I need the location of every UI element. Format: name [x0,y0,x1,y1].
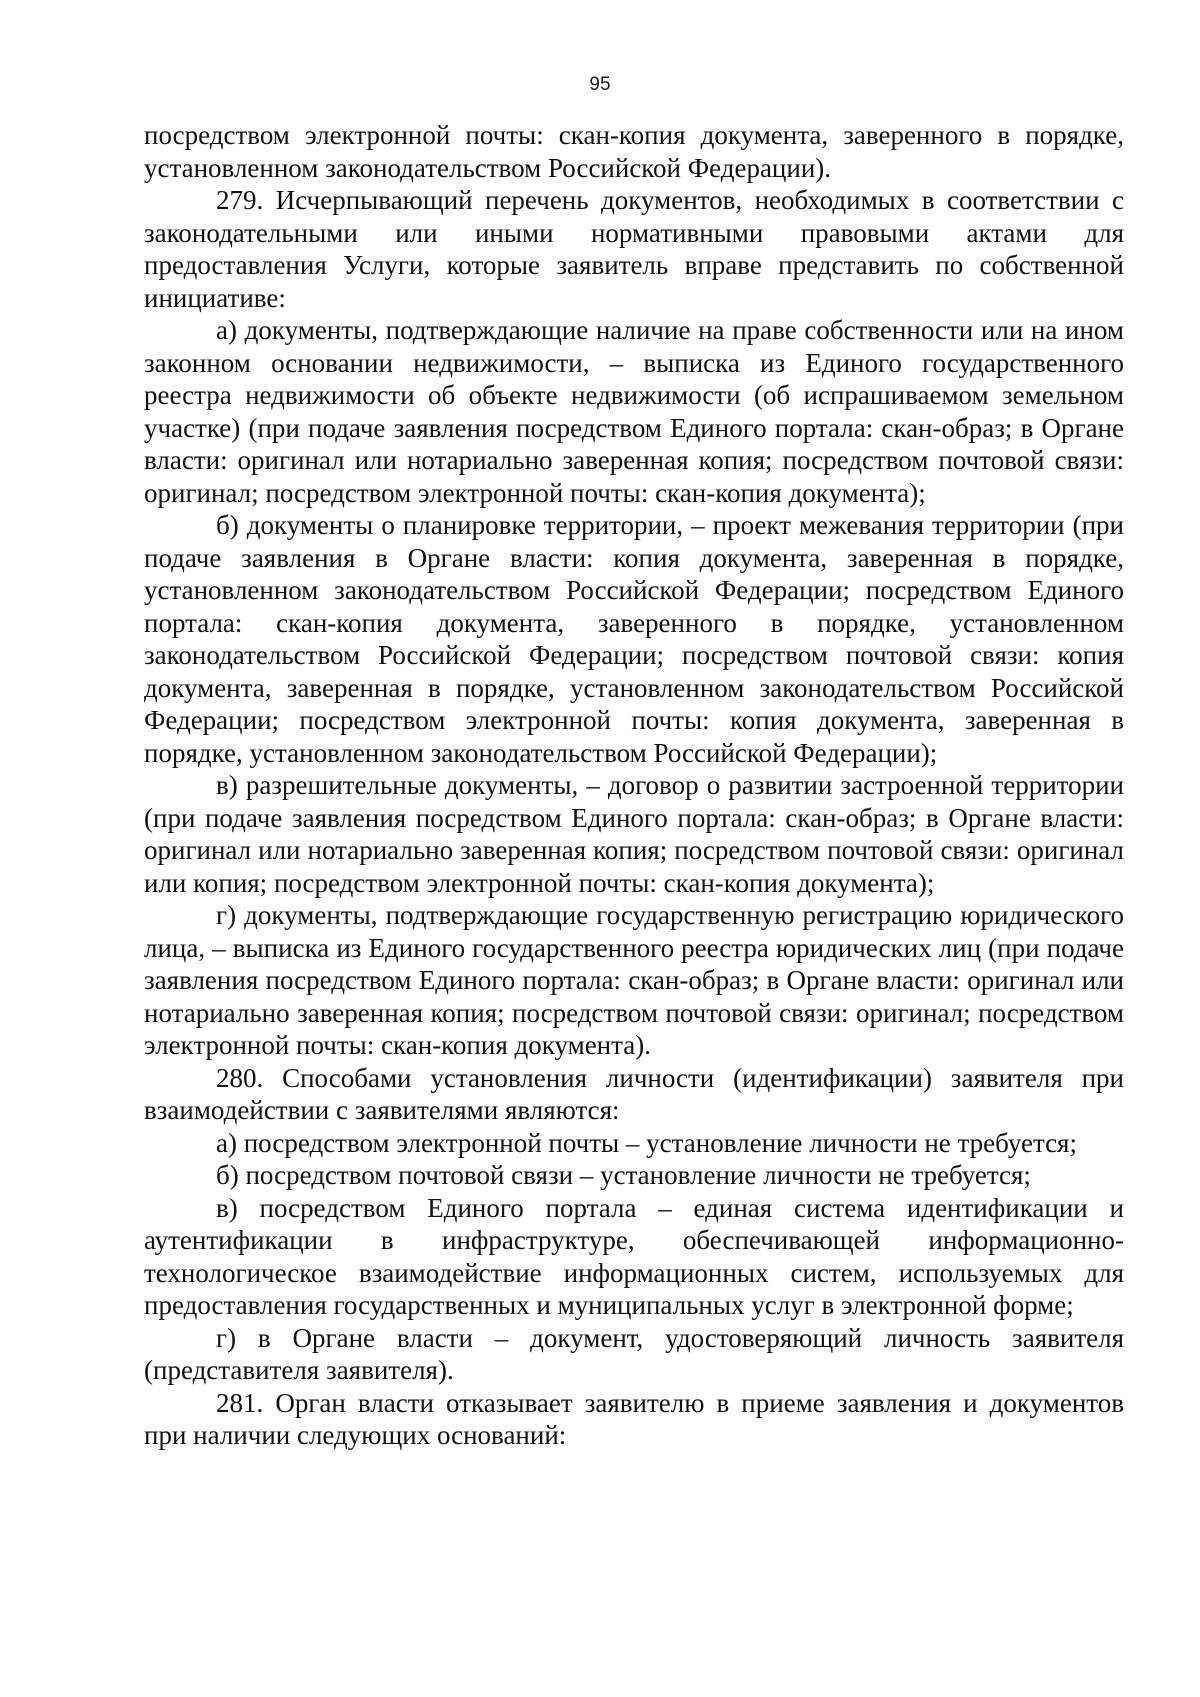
paragraph-279-g: г) документы, подтверждающие государственную регистрацию юридического лица, – выписка из Единого государственного реестра юридических лиц (при подаче заявления посредством Единого портала: скан-образ; в Органе власти: оригинал или нотариально заверенная копия; посредством почтовой связи: оригинал; посредством электронной почты: скан-копия документа). [144,900,1124,1060]
paragraph-280-v: в) посредством Единого портала – единая система идентификации и аутентификации в инфраструктуре, обеспечивающей информационно-технологическое взаимодействие информационных систем, используемых для предоставления государственных и муниципальных услуг в электронной форме; [144,1192,1124,1320]
paragraph-279-v: в) разрешительные документы, – договор о развитии застроенной территории (при подаче заявления посредством Единого портала: скан-образ; в Органе власти: оригинал или нотариально заверенная копия; посредством почтовой связи: оригинал или копия; посредством электронной почты: скан-копия документа); [144,770,1124,898]
paragraph-280-b: б) посредством почтовой связи – установление личности не требуется; [216,1160,1031,1190]
document-body [144,119,1124,1452]
paragraph-280: 280. Способами установления личности (идентификации) заявителя при взаимодействии с заявителями являются: [144,1062,1124,1125]
paragraph-281: 281. Орган власти отказывает заявителю в приеме заявления и документов при наличии следующих оснований: [144,1387,1124,1450]
paragraph-280-g: г) в Органе власти – документ, удостоверяющий личность заявителя (представителя заявителя). [144,1322,1124,1385]
page-number: 95 [589,74,611,95]
paragraph-280-a: а) посредством электронной почты – установление личности не требуется; [216,1127,1077,1158]
paragraph-279-a: а) документы, подтверждающие наличие на праве собственности или на ином законном основании недвижимости, – выписка из Единого государственного реестра недвижимости об объекте недвижимости (об испрашиваемом земельном участке) (при подаче заявления посредством Единого портала: скан-образ; в Органе власти: оригинал или нотариально заверенная копия; посредством почтовой связи: оригинал; посредством электронной почты: скан-копия документа); [144,315,1124,508]
paragraph-279-b: б) документы о планировке территории, – проект межевания территории (при подаче заявления в Органе власти: копия документа, заверенная в порядке, установленном законодательством Российской Федерации; посредством Единого портала: скан-копия документа, заверенного в порядке, установленном законодательством Российской Федерации; посредством почтовой связи: копия документа, заверенная в порядке, установленном законодательством Российской Федерации; посредством электронной почты: копия документа, заверенная в порядке, установленном законодательством Российской Федерации); [144,510,1124,768]
paragraph-continuation: посредством электронной почты: скан-копия документа, заверенного в порядке, установленном законодательством Российской Федерации). [144,120,1124,183]
paragraph-279: 279. Исчерпывающий перечень документов, необходимых в соответствии с законодательными или иными нормативными правовыми актами для предоставления Услуги, которые заявитель вправе представить по собственной инициативе: [144,185,1124,313]
